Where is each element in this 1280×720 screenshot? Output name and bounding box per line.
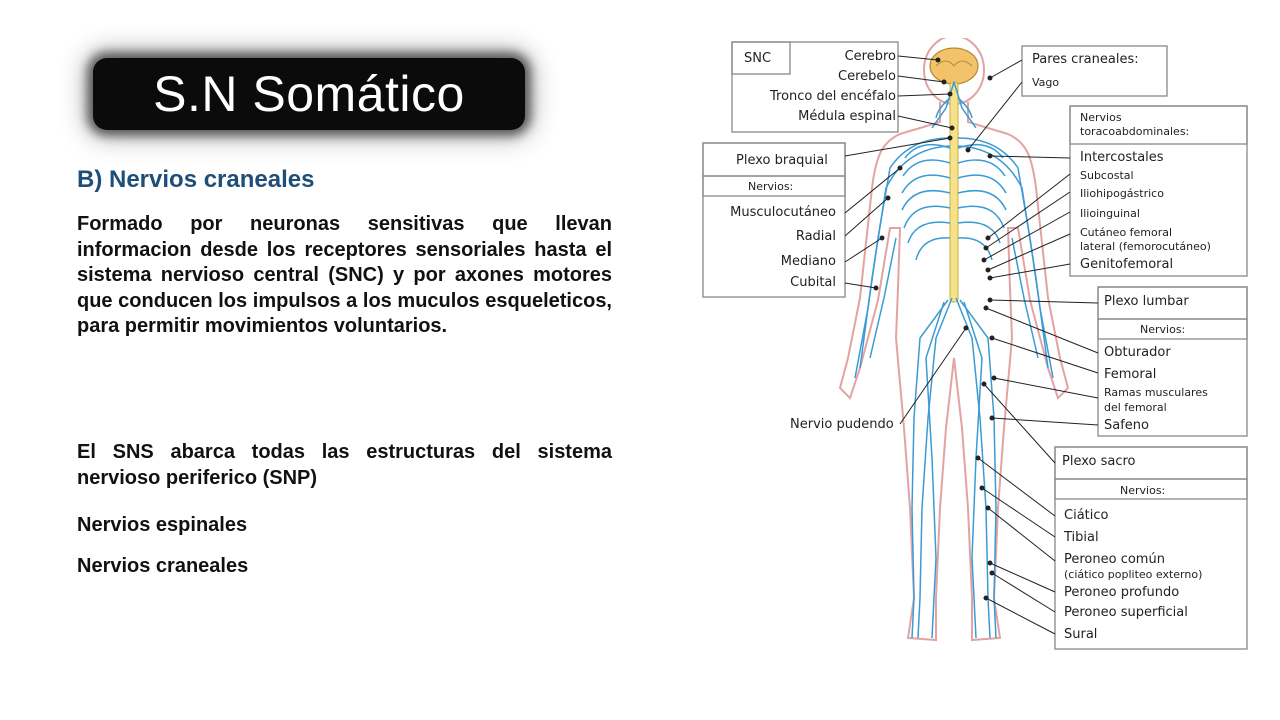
list-item-spinal-nerves: Nervios espinales bbox=[77, 514, 248, 536]
label-cubital: Cubital bbox=[790, 275, 836, 290]
label-snc: SNC bbox=[744, 51, 772, 66]
label-vago: Vago bbox=[1032, 76, 1060, 89]
label-plexo-lumbar: Plexo lumbar bbox=[1104, 294, 1189, 309]
label-braquial-nervios: Nervios: bbox=[748, 180, 794, 193]
label-toraco-header-2: toracoabdominales: bbox=[1080, 125, 1190, 138]
label-pares-craneales: Pares craneales: bbox=[1032, 52, 1139, 67]
label-femoral: Femoral bbox=[1104, 367, 1157, 382]
label-plexo-sacro: Plexo sacro bbox=[1062, 454, 1136, 469]
list-item-cranial-nerves: Nervios craneales bbox=[77, 555, 249, 577]
label-ciatico: Ciático bbox=[1064, 508, 1109, 523]
paragraph-sns-scope: El SNS abarca todas las estructuras del sistema nervioso periferico (SNP) bbox=[77, 441, 612, 489]
label-femorocutaneo: lateral (femorocutáneo) bbox=[1080, 240, 1211, 253]
label-del-femoral: del femoral bbox=[1104, 401, 1167, 414]
label-peroneo-superficial: Peroneo superficial bbox=[1064, 605, 1188, 620]
label-medula: Médula espinal bbox=[798, 109, 896, 124]
label-toraco-header-1: Nervios bbox=[1080, 111, 1122, 124]
label-iliohipogastrico: Iliohipogástrico bbox=[1080, 187, 1164, 200]
label-obturador: Obturador bbox=[1104, 345, 1171, 360]
label-tronco: Tronco del encéfalo bbox=[769, 89, 896, 104]
section-subtitle: B) Nervios craneales bbox=[77, 166, 315, 193]
label-genitofemoral: Genitofemoral bbox=[1080, 257, 1174, 272]
label-ilioinguinal: Ilioinguinal bbox=[1080, 207, 1140, 220]
label-lumbar-nervios: Nervios: bbox=[1140, 323, 1186, 336]
label-ciatico-popliteo: (ciático popliteo externo) bbox=[1064, 568, 1203, 581]
label-peroneo-profundo: Peroneo profundo bbox=[1064, 585, 1180, 600]
label-musculocutaneo: Musculocutáneo bbox=[730, 205, 836, 220]
label-nervio-pudendo: Nervio pudendo bbox=[790, 417, 894, 432]
label-safeno: Safeno bbox=[1104, 418, 1149, 433]
label-mediano: Mediano bbox=[780, 254, 836, 269]
paragraph-description: Formado por neuronas sensitivas que llevan informacion desde los receptores sensoriales hasta el sistema nervioso central (SNC) y por axones motores que conducen los impulsos a los muculos esqueleticos, para permitir movimientos voluntarios. bbox=[77, 213, 612, 337]
label-sural: Sural bbox=[1064, 627, 1098, 642]
label-cutaneo-femoral: Cutáneo femoral bbox=[1080, 226, 1173, 239]
label-cerebro: Cerebro bbox=[844, 49, 896, 64]
spinal-cord-shape bbox=[950, 82, 958, 302]
label-cerebelo: Cerebelo bbox=[838, 69, 896, 84]
label-radial: Radial bbox=[795, 229, 836, 244]
label-ramas-musculares: Ramas musculares bbox=[1104, 386, 1208, 399]
label-sacro-nervios: Nervios: bbox=[1120, 484, 1166, 497]
label-peroneo-comun: Peroneo común bbox=[1064, 552, 1165, 567]
label-intercostales: Intercostales bbox=[1080, 150, 1164, 165]
label-subcostal: Subcostal bbox=[1080, 169, 1134, 182]
label-plexo-braquial: Plexo braquial bbox=[736, 153, 828, 168]
nervous-system-diagram bbox=[700, 38, 1250, 653]
slide-title: S.N Somático bbox=[153, 66, 465, 122]
label-tibial: Tibial bbox=[1064, 530, 1099, 545]
